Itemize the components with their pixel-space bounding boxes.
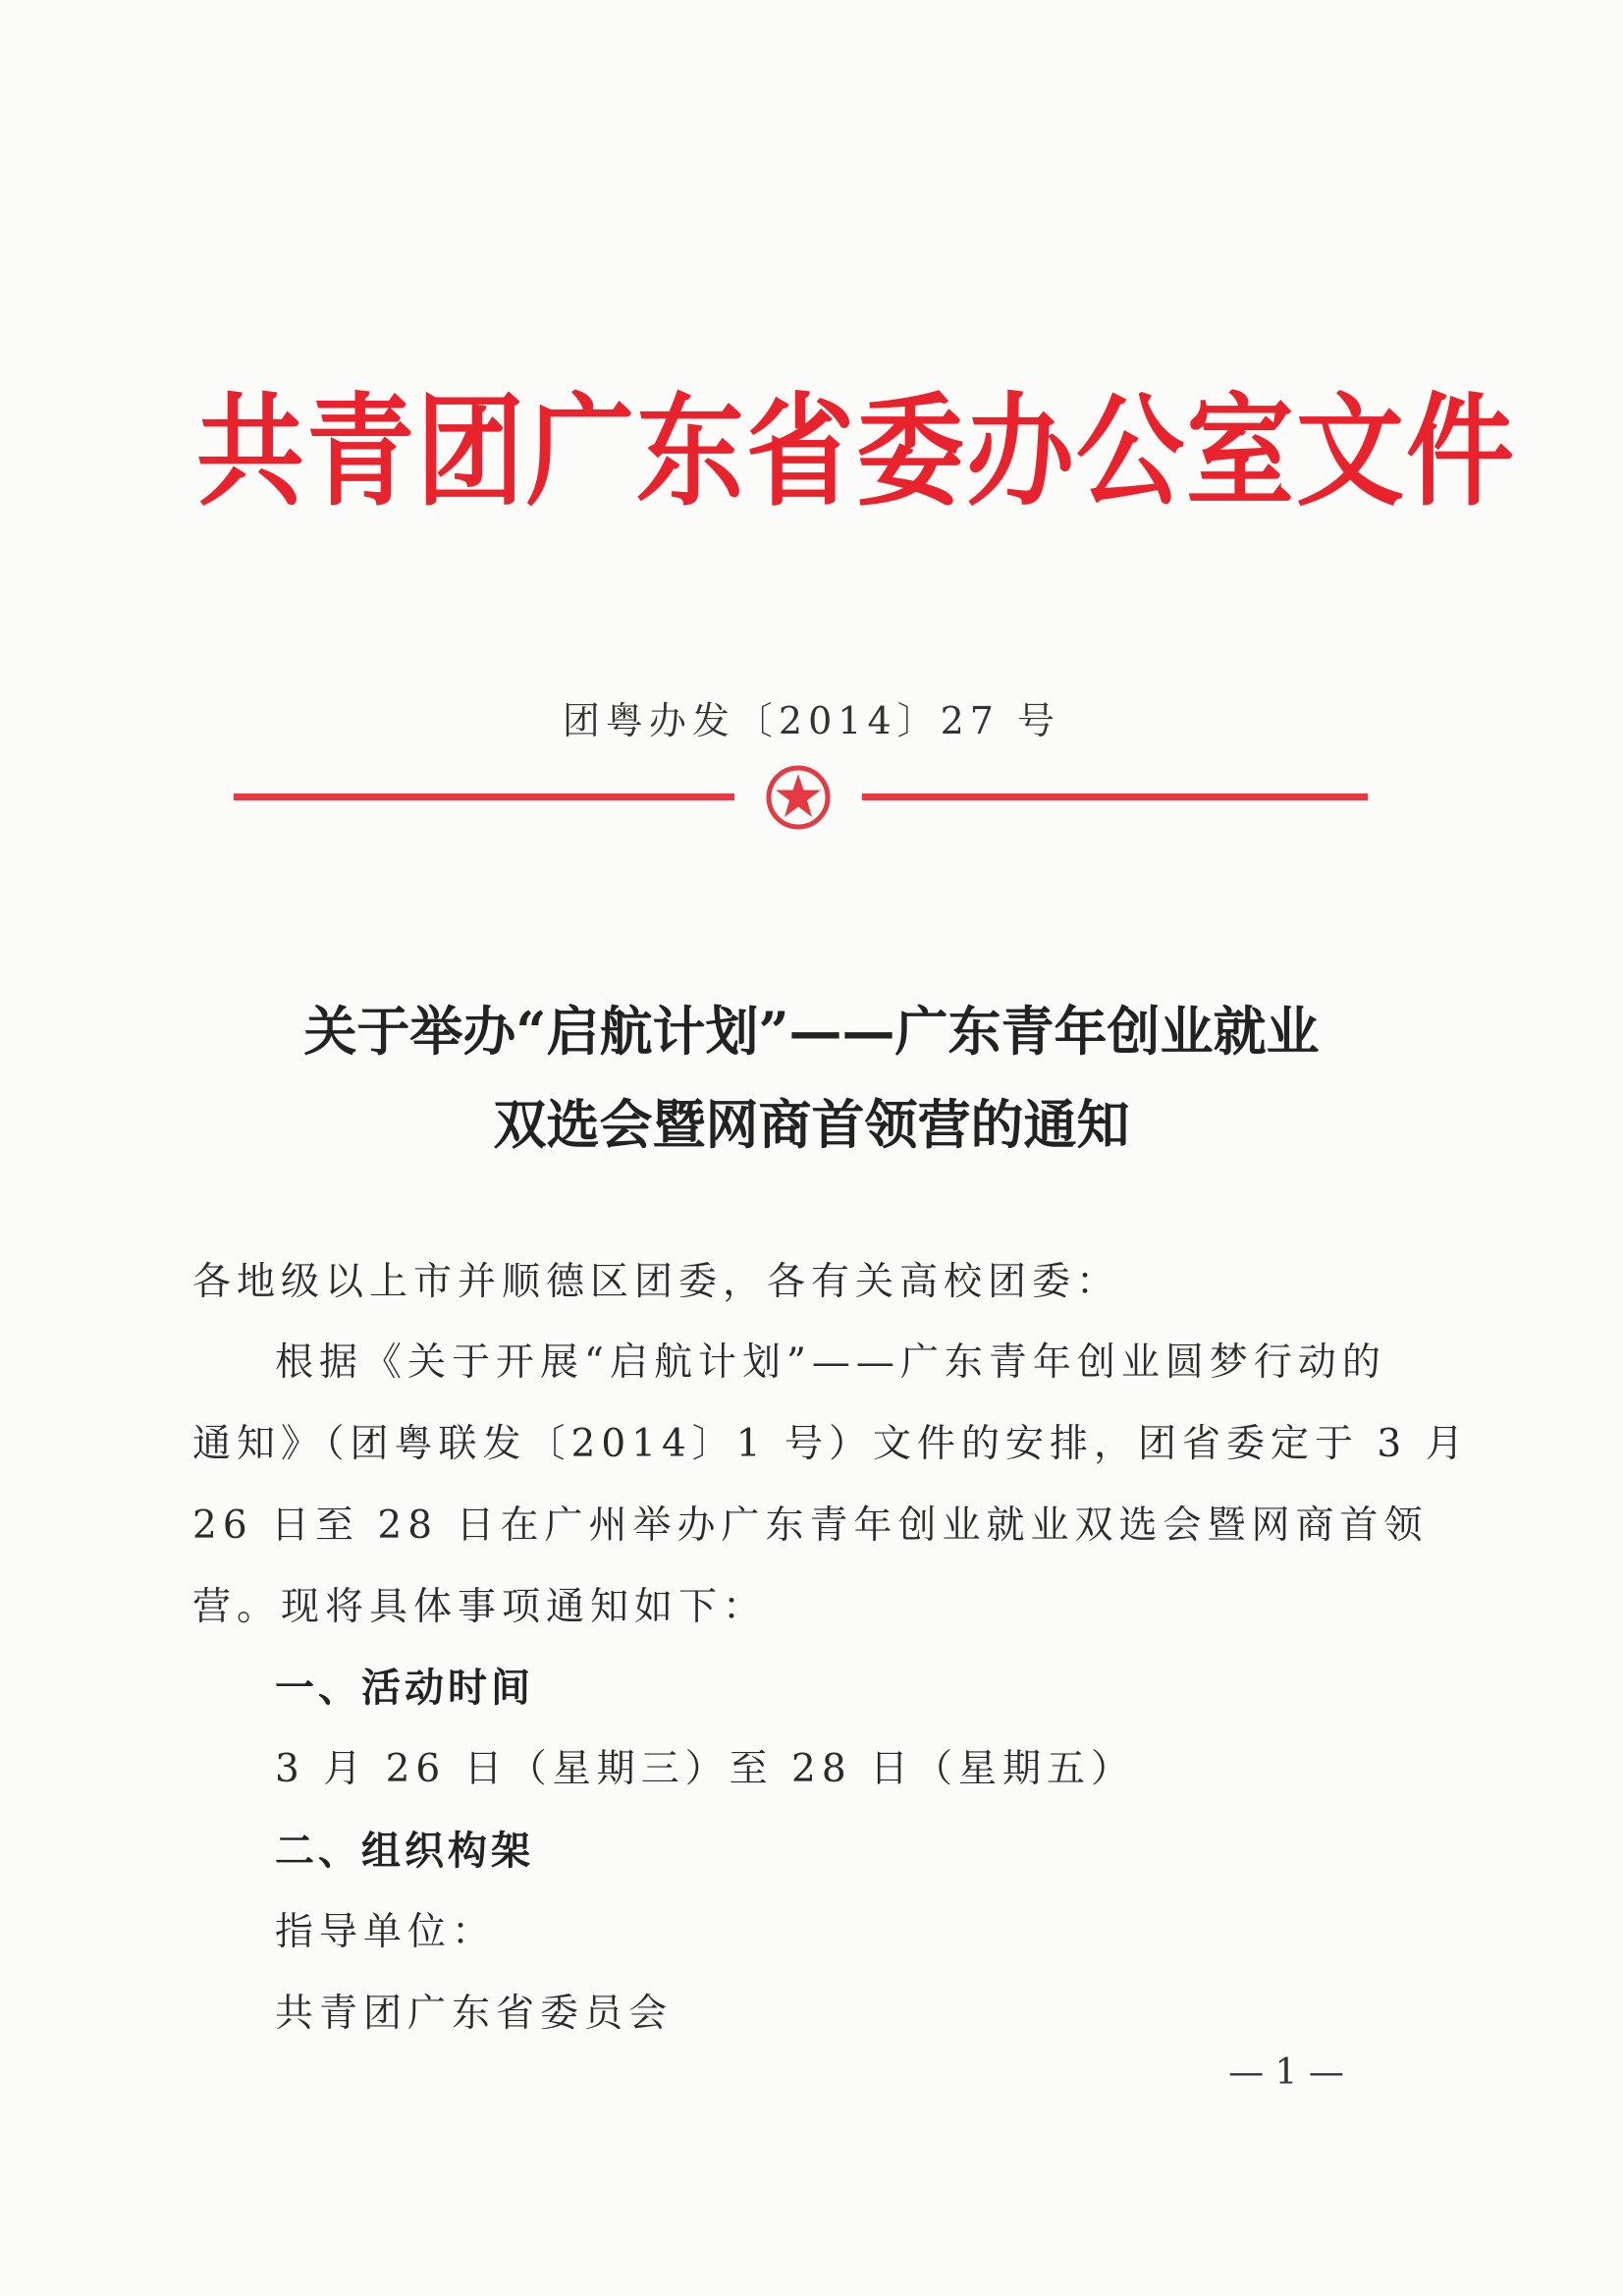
section-1-heading: 一、活动时间 (275, 1666, 534, 1711)
paragraph-line-3: 26 日至 28 日在广州举办广东青年创业就业双选会暨网商首领 (192, 1503, 1429, 1548)
guidance-unit-label: 指导单位： (275, 1910, 497, 1954)
paragraph-line-4: 营。现将具体事项通知如下： (192, 1585, 768, 1629)
document-number: 团粤办发〔2014〕27 号 (562, 699, 1061, 742)
guidance-unit-name: 共青团广东省委员会 (275, 1992, 674, 2036)
page-number: — 1 — (1228, 2052, 1344, 2093)
paragraph-line-2: 通知》（团粤联发〔2014〕1 号）文件的安排，团省委定于 3 月 (192, 1422, 1470, 1466)
section-1-content: 3 月 26 日（星期三）至 28 日（星期五） (275, 1747, 1136, 1791)
red-rule-right (862, 793, 1368, 800)
masthead-title: 共青团广东省委办公室文件 (196, 381, 1516, 522)
notice-title-line-1: 关于举办“启航计划”——广东青年创业就业 (303, 1000, 1320, 1063)
salutation: 各地级以上市并顺德区团委，各有关高校团委： (192, 1260, 1121, 1304)
notice-title-line-2: 双选会暨网商首领营的通知 (493, 1093, 1130, 1156)
section-2-heading: 二、组织构架 (275, 1829, 534, 1874)
paragraph-line-1: 根据《关于开展“启航计划”——广东青年创业圆梦行动的 (275, 1340, 1386, 1385)
red-rule-left (234, 793, 734, 800)
star-emblem-icon (765, 764, 832, 831)
